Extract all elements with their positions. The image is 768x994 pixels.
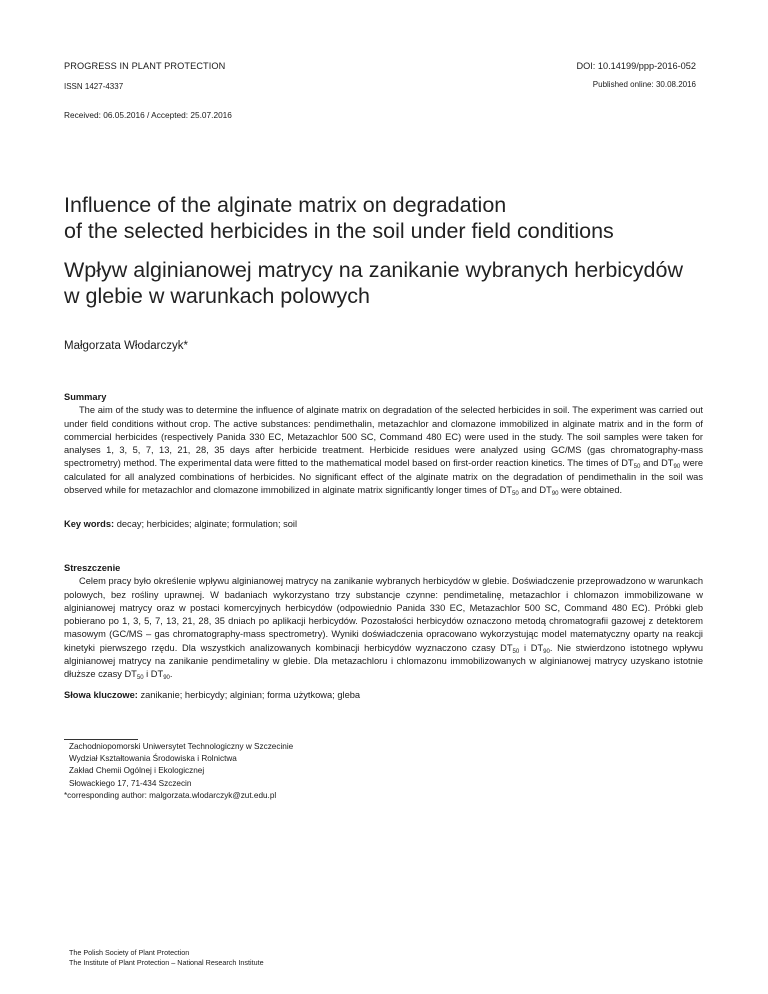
slowa-kluczowe-label: Słowa kluczowe: xyxy=(64,690,138,700)
dt50-subscript: 50 xyxy=(136,675,144,682)
dt50-subscript: 50 xyxy=(512,491,519,498)
summary-and: and DT xyxy=(640,458,674,469)
institute-name: The Institute of Plant Protection – National Research Institute xyxy=(69,958,264,967)
streszczenie-text-part2: . Nie stwierdzono istotnego wpływu alginianowej matrycy na zanikanie pendimetaliny w glebie. Dla metazachloru i chlomazonu immobilizowanych w alginianowej matrycy uzyskano istotnie dłuższe czasy DT xyxy=(64,642,704,680)
dt90-subscript: 90 xyxy=(543,648,550,655)
dt50-subscript: 50 xyxy=(633,464,641,471)
issn-label: ISSN 1427-4337 xyxy=(64,82,124,91)
streszczenie-heading: Streszczenie xyxy=(64,563,121,573)
title-polish xyxy=(64,258,704,309)
journal-name: PROGRESS IN PLANT PROTECTION xyxy=(64,61,226,71)
dt90-subscript: 90 xyxy=(163,675,170,682)
summary-section xyxy=(64,391,703,497)
streszczenie-text xyxy=(64,575,703,681)
slowa-kluczowe-text: zanikanie; herbicydy; alginian; forma użytkowa; gleba xyxy=(137,690,361,700)
title-english xyxy=(64,193,704,244)
summary-text xyxy=(64,404,703,497)
slowa-kluczowe xyxy=(64,690,360,700)
footnote-rule xyxy=(64,739,138,740)
summary-heading: Summary xyxy=(64,392,107,402)
streszczenie-text-part1: Celem pracy było określenie wpływu alginianowej matrycy na zanikanie wybranych herbicydów w glebie. Doświadczenie przeprowadzono w warunkach polowych, bez rośliny uprawnej. W badaniach wykorzystano trzy substancje czynne: pendimetalinę, metazachlor i chlomazon immobilizowane w alginianowej matrycy oraz w postaci komercyjnych herbicydów (odpowiednio Panida 330 EC, Metazachlor 500 SC, Command 480 EC). Próbki gleb pobierano po 1, 3, 5, 7, 13, 21, 28, 35 dniach po aplikacji herbicydów. Pozostałości herbicydów oznaczono metodą chromatografii gazowej z detektorem masowym (GC/MS – gas chromatography-mass spectrometry). Wyniki doświadczenia opracowano wykorzystując model matematyczny oparty na reakcji kinetyki pierwszego rzędu. Dla wszystkich analizowanych kombinacji herbicydów wyznaczono czasy DT xyxy=(64,576,703,653)
dt90-subscript: 90 xyxy=(551,491,559,498)
keywords-label: Key words: xyxy=(64,519,115,529)
streszczenie-and: i DT xyxy=(519,642,544,653)
doi-label: DOI: 10.14199/ppp-2016-052 xyxy=(576,61,696,71)
published-date: Published online: 30.08.2016 xyxy=(592,80,696,89)
received-accepted-dates: Received: 06.05.2016 / Accepted: 25.07.2016 xyxy=(64,110,232,120)
streszczenie-section xyxy=(64,562,703,682)
keywords xyxy=(64,519,297,529)
affiliation-faculty: Wydział Kształtowania Środowiska i Rolnictwa xyxy=(69,754,237,764)
title-polish-line1: Wpływ alginianowej matrycy na zanikanie wybranych herbicydów xyxy=(64,258,683,282)
summary-and: and DT xyxy=(518,485,552,496)
affiliation-university: Zachodniopomorski Uniwersytet Technologiczny w Szczecinie xyxy=(69,742,294,751)
dt90-subscript: 90 xyxy=(673,464,681,471)
corresponding-author: *corresponding author: malgorzata.wlodarczyk@zut.edu.pl xyxy=(64,790,277,800)
streszczenie-and: i DT xyxy=(143,669,164,680)
title-polish-line2: w glebie w warunkach polowych xyxy=(64,283,370,308)
summary-text-part3: were obtained. xyxy=(558,485,623,496)
society-footer xyxy=(64,948,264,968)
summary-text-part2: were calculated for all analyzed combinations of herbicides. No significant effect of the alginate matrix on the degradation of pendimethalin in the soil was observed while for metazachlor and clomazone immobilized in alginate matrix significantly longer times of DT xyxy=(64,458,704,496)
author-name: Małgorzata Włodarczyk* xyxy=(64,340,188,352)
affiliation-department: Zakład Chemii Ogólnej i Ekologicznej xyxy=(69,766,205,776)
dt50-subscript: 50 xyxy=(512,648,520,655)
summary-text-part1: The aim of the study was to determine the influence of alginate matrix on degradation of the selected herbicides in soil. The experiment was carried out under field conditions without crop. The active substances: pendimethalin, metazachlor and clomazone immobilized in alginate matrix and in the form of commercial herbicides (respectively Panida 330 EC, Metazachlor 500 SC, Command 480 EC) were used in the study. The soil samples were taken for analyses 1, 3, 5, 7, 13, 21, 28, 35 days after herbicide treatment. Herbicide residues were analyzed using GC/MS (gas chromatography-mass spectrometry) method. The experimental data were fitted to the mathematical model based on first-order reaction kinetics. The times of DT xyxy=(64,405,703,469)
society-name: The Polish Society of Plant Protection xyxy=(69,948,190,957)
title-english-line1: Influence of the alginate matrix on degradation xyxy=(64,193,507,217)
keywords-text: decay; herbicides; alginate; formulation; soil xyxy=(114,519,298,529)
affiliation-address: Słowackiego 17, 71-434 Szczecin xyxy=(69,778,192,788)
streszczenie-end: . xyxy=(169,669,173,680)
affiliation-block xyxy=(64,741,293,802)
title-english-line2: of the selected herbicides in the soil under field conditions xyxy=(64,218,614,243)
